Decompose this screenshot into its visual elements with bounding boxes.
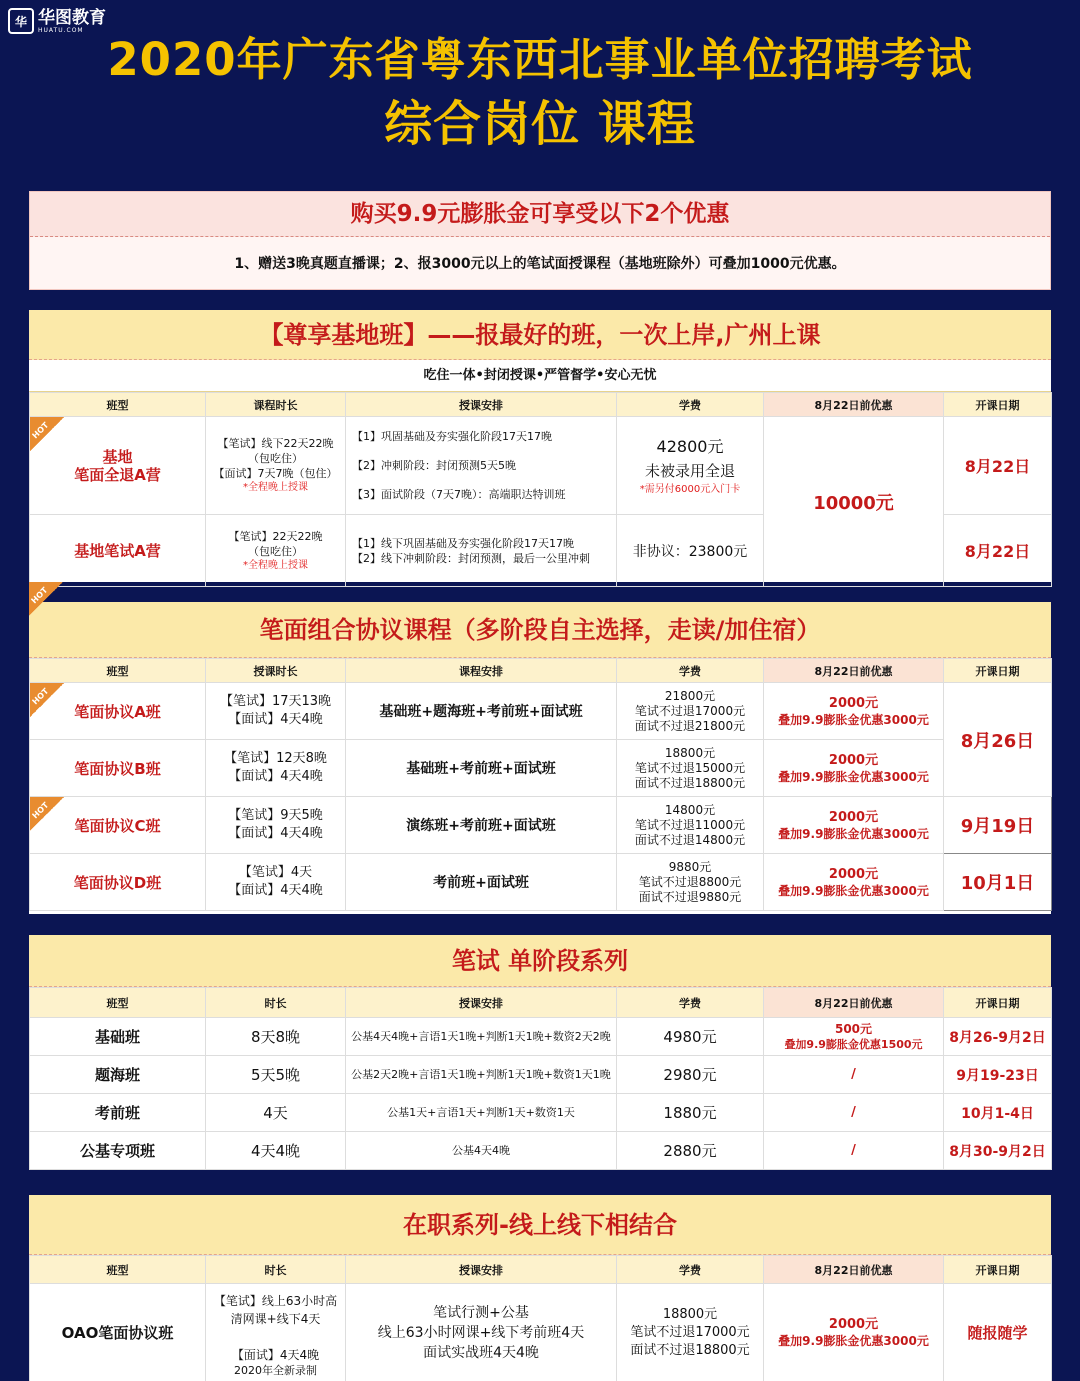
table-row bbox=[30, 1056, 1052, 1094]
class-name: 公基专项班 bbox=[30, 1132, 206, 1170]
base-table bbox=[29, 392, 1052, 587]
class-name: 笔面协议C班 bbox=[74, 816, 161, 835]
table-header-row bbox=[30, 659, 1052, 683]
class-name: 题海班 bbox=[30, 1056, 206, 1094]
fee-cell bbox=[617, 683, 764, 740]
plan-text: 公基1天+言语1天+判断1天+数资1天 bbox=[346, 1094, 617, 1132]
class-name: OAO笔面协议班 bbox=[30, 1284, 206, 1381]
date-cell bbox=[944, 515, 1052, 587]
duration-line: 【笔试】4天 bbox=[238, 865, 313, 880]
duration-cell bbox=[206, 515, 346, 587]
col-header: 8月22日前优惠 bbox=[764, 659, 944, 683]
col-header: 8月22日前优惠 bbox=[764, 1256, 944, 1284]
fee-line: 面试不过退9880元 bbox=[638, 889, 742, 904]
date-cell bbox=[944, 417, 1052, 515]
duration-line: 【面试】4天4晚 bbox=[228, 883, 323, 898]
class-name-cell bbox=[30, 683, 206, 740]
table-row bbox=[30, 1018, 1052, 1056]
plan-text: 演练班+考前班+面试班 bbox=[406, 818, 556, 834]
fee-cell bbox=[617, 417, 764, 515]
fee-value: 9880元 bbox=[668, 859, 712, 874]
fee-cell bbox=[617, 515, 764, 587]
duration-line: 【面试】4天4晚 bbox=[228, 826, 323, 841]
discount-cell bbox=[764, 417, 944, 587]
plan-cell bbox=[346, 854, 617, 911]
fee-value: 18800元 bbox=[664, 745, 716, 760]
hot-badge: HOT bbox=[30, 417, 64, 451]
discount-value: 2000元 bbox=[828, 866, 879, 882]
col-header: 学费 bbox=[617, 393, 764, 417]
plan-text: 公基2天2晚+言语1天1晚+判断1天1晚+数资1天1晚 bbox=[346, 1056, 617, 1094]
fee-value: 21800元 bbox=[664, 688, 716, 703]
table-header-row bbox=[30, 393, 1052, 417]
table-row bbox=[30, 854, 1052, 911]
class-name: 笔面协议B班 bbox=[74, 759, 161, 778]
col-header: 开课日期 bbox=[944, 659, 1052, 683]
fee-line: 笔试不过退15000元 bbox=[634, 760, 746, 775]
table-header-row bbox=[30, 988, 1052, 1018]
col-header: 班型 bbox=[30, 1256, 206, 1284]
plan-cell bbox=[346, 515, 617, 587]
table-row bbox=[30, 797, 1052, 854]
duration-cell bbox=[206, 683, 346, 740]
duration-line: 【面试】4天4晚 bbox=[231, 1348, 320, 1362]
class-name-cell bbox=[30, 417, 206, 515]
promo-panel bbox=[29, 191, 1051, 290]
duration: 8天8晚 bbox=[206, 1018, 346, 1056]
discount-extra: 叠加9.9膨胀金优惠3000元 bbox=[778, 769, 929, 784]
logo-mark: 华 bbox=[8, 8, 34, 34]
duration-line: 【笔试】17天13晚 bbox=[219, 694, 332, 709]
col-header: 学费 bbox=[617, 659, 764, 683]
start-date: 随报随学 bbox=[944, 1284, 1052, 1381]
discount-cell bbox=[764, 1284, 944, 1381]
fee-line: 面试不过退21800元 bbox=[634, 718, 746, 733]
class-name: 笔面全退A营 bbox=[74, 465, 161, 484]
discount-cell bbox=[764, 797, 944, 854]
duration-line: 【笔试】9天5晚 bbox=[228, 808, 323, 823]
plan-line: 笔试行测+公基 bbox=[433, 1304, 529, 1321]
duration-line: 【笔试】线上63小时高 bbox=[213, 1294, 338, 1308]
start-date: 8月26-9月2日 bbox=[944, 1018, 1052, 1056]
discount-cell bbox=[764, 740, 944, 797]
table-row bbox=[30, 1132, 1052, 1170]
fee-value: 非协议：23800元 bbox=[632, 543, 748, 560]
class-name: 基础班 bbox=[30, 1018, 206, 1056]
discount-extra: 叠加9.9膨胀金优惠3000元 bbox=[778, 883, 929, 898]
col-header: 时长 bbox=[206, 1256, 346, 1284]
logo-sub: HUATU.COM bbox=[38, 26, 84, 34]
discount-value: 2000元 bbox=[828, 1317, 879, 1332]
discount-value: 10000元 bbox=[813, 492, 894, 514]
duration-line: 清网课+线下4天 bbox=[230, 1312, 321, 1326]
date-cell bbox=[944, 854, 1052, 911]
fee-value: 14800元 bbox=[664, 802, 716, 817]
base-subtitle: 吃住一体•封闭授课•严管督学•安心无忧 bbox=[29, 360, 1051, 392]
duration-cell bbox=[206, 1284, 346, 1381]
fee-cell bbox=[617, 854, 764, 911]
start-date: 8月22日 bbox=[964, 542, 1031, 561]
col-header: 课程时长 bbox=[206, 393, 346, 417]
discount-extra: 叠加9.9膨胀金优惠1500元 bbox=[784, 1037, 923, 1051]
start-date: 10月1-4日 bbox=[944, 1094, 1052, 1132]
col-header: 授课时长 bbox=[206, 659, 346, 683]
duration-line: 【面试】4天4晚 bbox=[228, 769, 323, 784]
page-title: 2020年广东省粤东西北事业单位招聘考试 bbox=[107, 33, 973, 86]
col-header: 授课安排 bbox=[346, 988, 617, 1018]
col-header: 8月22日前优惠 bbox=[764, 988, 944, 1018]
plan-line: 【1】线下巩固基础及夯实强化阶段17天17晚 bbox=[352, 536, 574, 550]
fee-line: 笔试不过退17000元 bbox=[634, 703, 746, 718]
plan-line: 【3】面试阶段（7天7晚）：高端职达特训班 bbox=[352, 488, 566, 501]
col-header: 8月22日前优惠 bbox=[764, 393, 944, 417]
discount-value: / bbox=[764, 1056, 944, 1094]
duration-cell bbox=[206, 854, 346, 911]
discount-extra: 叠加9.9膨胀金优惠3000元 bbox=[778, 1334, 929, 1348]
plan-text: 基础班+考前班+面试班 bbox=[406, 761, 556, 777]
duration: 4天4晚 bbox=[206, 1132, 346, 1170]
combo-section bbox=[29, 585, 1051, 914]
logo-brand: 华图教育 bbox=[38, 7, 106, 28]
fee-value: 18800元 bbox=[662, 1306, 718, 1322]
table-row bbox=[30, 683, 1052, 740]
fee-note: 未被录用全退 bbox=[644, 461, 735, 480]
start-date: 9月19-23日 bbox=[944, 1056, 1052, 1094]
fee-cell bbox=[617, 1284, 764, 1381]
discount-cell bbox=[764, 1018, 944, 1056]
single-heading: 笔试 单阶段系列 bbox=[29, 935, 1051, 987]
fee-value: 42800元 bbox=[656, 436, 724, 456]
plan-text: 公基4天4晚 bbox=[346, 1132, 617, 1170]
plan-line: 线上63小时网课+线下考前班4天 bbox=[377, 1324, 585, 1341]
discount-value: / bbox=[764, 1132, 944, 1170]
duration-cell bbox=[206, 740, 346, 797]
table-row bbox=[30, 417, 1052, 515]
discount-value: 500元 bbox=[834, 1021, 873, 1036]
discount-value: 2000元 bbox=[828, 809, 879, 825]
plan-line: 【2】线下冲刺阶段：封闭预测，最后一公里冲刺 bbox=[352, 551, 590, 565]
duration-line: （包吃住） bbox=[248, 544, 303, 558]
hot-badge: HOT bbox=[29, 582, 63, 616]
col-header: 开课日期 bbox=[944, 1256, 1052, 1284]
fee-cell bbox=[617, 740, 764, 797]
discount-extra: 叠加9.9膨胀金优惠3000元 bbox=[778, 712, 929, 727]
start-date: 8月22日 bbox=[964, 457, 1031, 476]
duration-line: 2020年全新录制 bbox=[234, 1364, 317, 1377]
duration-cell bbox=[206, 797, 346, 854]
duration-line: 【笔试】22天22晚 bbox=[228, 529, 323, 543]
class-name: 基地笔试A营 bbox=[74, 542, 161, 560]
table-header-row bbox=[30, 1256, 1052, 1284]
col-header: 开课日期 bbox=[944, 988, 1052, 1018]
duration-line: 【笔试】12天8晚 bbox=[224, 751, 327, 766]
online-heading: 在职系列-线上线下相结合 bbox=[29, 1195, 1051, 1255]
duration-line: 【面试】7天7晚（包住） bbox=[213, 467, 338, 480]
duration-cell bbox=[206, 417, 346, 515]
plan-cell bbox=[346, 740, 617, 797]
class-name-cell bbox=[30, 515, 206, 587]
fee-value: 4980元 bbox=[617, 1018, 764, 1056]
duration: 5天5晚 bbox=[206, 1056, 346, 1094]
fee-line: 面试不过退14800元 bbox=[634, 832, 746, 847]
combo-table bbox=[29, 658, 1052, 911]
plan-text: 考前班+面试班 bbox=[433, 875, 529, 891]
fee-extra: *需另付6000元入门卡 bbox=[639, 483, 741, 495]
fee-value: 2880元 bbox=[617, 1132, 764, 1170]
promo-heading: 购买9.9元膨胀金可享受以下2个优惠 bbox=[30, 192, 1050, 237]
fee-line: 面试不过退18800元 bbox=[634, 775, 746, 790]
col-header: 学费 bbox=[617, 988, 764, 1018]
duration-line: 【笔试】线下22天22晚 bbox=[217, 437, 334, 450]
col-header: 授课安排 bbox=[346, 1256, 617, 1284]
duration-line: 【面试】4天4晚 bbox=[228, 712, 323, 727]
hot-badge: HOT bbox=[30, 683, 64, 717]
base-camp-section bbox=[29, 310, 1051, 582]
date-cell bbox=[944, 797, 1052, 854]
class-name: 考前班 bbox=[30, 1094, 206, 1132]
fee-line: 笔试不过退17000元 bbox=[630, 1324, 750, 1340]
col-header: 班型 bbox=[30, 659, 206, 683]
class-name-cell bbox=[30, 797, 206, 854]
plan-cell bbox=[346, 417, 617, 515]
table-row bbox=[30, 1284, 1052, 1381]
single-stage-section bbox=[29, 935, 1051, 1170]
discount-value: / bbox=[764, 1094, 944, 1132]
plan-line: 【1】巩固基础及夯实强化阶段17天17晚 bbox=[352, 430, 552, 443]
col-header: 开课日期 bbox=[944, 393, 1052, 417]
discount-cell bbox=[764, 854, 944, 911]
start-date: 9月19日 bbox=[960, 816, 1035, 837]
col-header: 时长 bbox=[206, 988, 346, 1018]
col-header: 学费 bbox=[617, 1256, 764, 1284]
start-date: 8月30-9月2日 bbox=[944, 1132, 1052, 1170]
plan-text: 公基4天4晚+言语1天1晚+判断1天1晚+数资2天2晚 bbox=[346, 1018, 617, 1056]
fee-value: 1880元 bbox=[617, 1094, 764, 1132]
duration-note: *全程晚上授课 bbox=[243, 559, 308, 571]
date-cell bbox=[944, 683, 1052, 797]
promo-body: 1、赠送3晚真题直播课；2、报3000元以上的笔试面授课程（基地班除外）可叠加1000元优惠。 bbox=[234, 256, 846, 272]
fee-cell bbox=[617, 797, 764, 854]
plan-cell bbox=[346, 1284, 617, 1381]
class-name: 笔面协议D班 bbox=[73, 873, 162, 892]
combo-heading: 笔面组合协议课程（多阶段自主选择，走读/加住宿） bbox=[29, 602, 1051, 658]
plan-line: 面试实战班4天4晚 bbox=[423, 1344, 539, 1361]
discount-extra: 叠加9.9膨胀金优惠3000元 bbox=[778, 826, 929, 841]
table-row bbox=[30, 1094, 1052, 1132]
fee-line: 面试不过退18800元 bbox=[630, 1342, 750, 1358]
class-name: 基地 bbox=[102, 447, 133, 466]
fee-line: 笔试不过退11000元 bbox=[634, 817, 746, 832]
online-table bbox=[29, 1255, 1052, 1381]
hot-badge: HOT bbox=[30, 797, 64, 831]
duration-note: *全程晚上授课 bbox=[243, 482, 308, 493]
col-header: 班型 bbox=[30, 393, 206, 417]
online-section bbox=[29, 1195, 1051, 1381]
plan-line: 【2】冲刺阶段：封闭预测5天5晚 bbox=[352, 459, 516, 472]
start-date: 8月26日 bbox=[960, 730, 1035, 752]
col-header: 授课安排 bbox=[346, 393, 617, 417]
discount-value: 2000元 bbox=[828, 752, 879, 768]
class-name: 笔面协议A班 bbox=[74, 702, 161, 721]
plan-cell bbox=[346, 797, 617, 854]
duration-line: （包吃住） bbox=[248, 452, 303, 465]
plan-cell bbox=[346, 683, 617, 740]
discount-value: 2000元 bbox=[828, 695, 879, 711]
col-header: 课程安排 bbox=[346, 659, 617, 683]
plan-text: 基础班+题海班+考前班+面试班 bbox=[379, 704, 583, 720]
single-table bbox=[29, 987, 1052, 1170]
start-date: 10月1日 bbox=[960, 873, 1035, 894]
col-header: 班型 bbox=[30, 988, 206, 1018]
duration: 4天 bbox=[206, 1094, 346, 1132]
class-name-cell bbox=[30, 740, 206, 797]
table-row bbox=[30, 740, 1052, 797]
fee-value: 2980元 bbox=[617, 1056, 764, 1094]
fee-line: 笔试不过退8800元 bbox=[638, 874, 742, 889]
page-subtitle: 综合岗位 课程 bbox=[384, 96, 696, 152]
class-name-cell bbox=[30, 854, 206, 911]
base-heading: 【尊享基地班】——报最好的班，一次上岸,广州上课 bbox=[29, 310, 1051, 360]
discount-cell bbox=[764, 683, 944, 740]
